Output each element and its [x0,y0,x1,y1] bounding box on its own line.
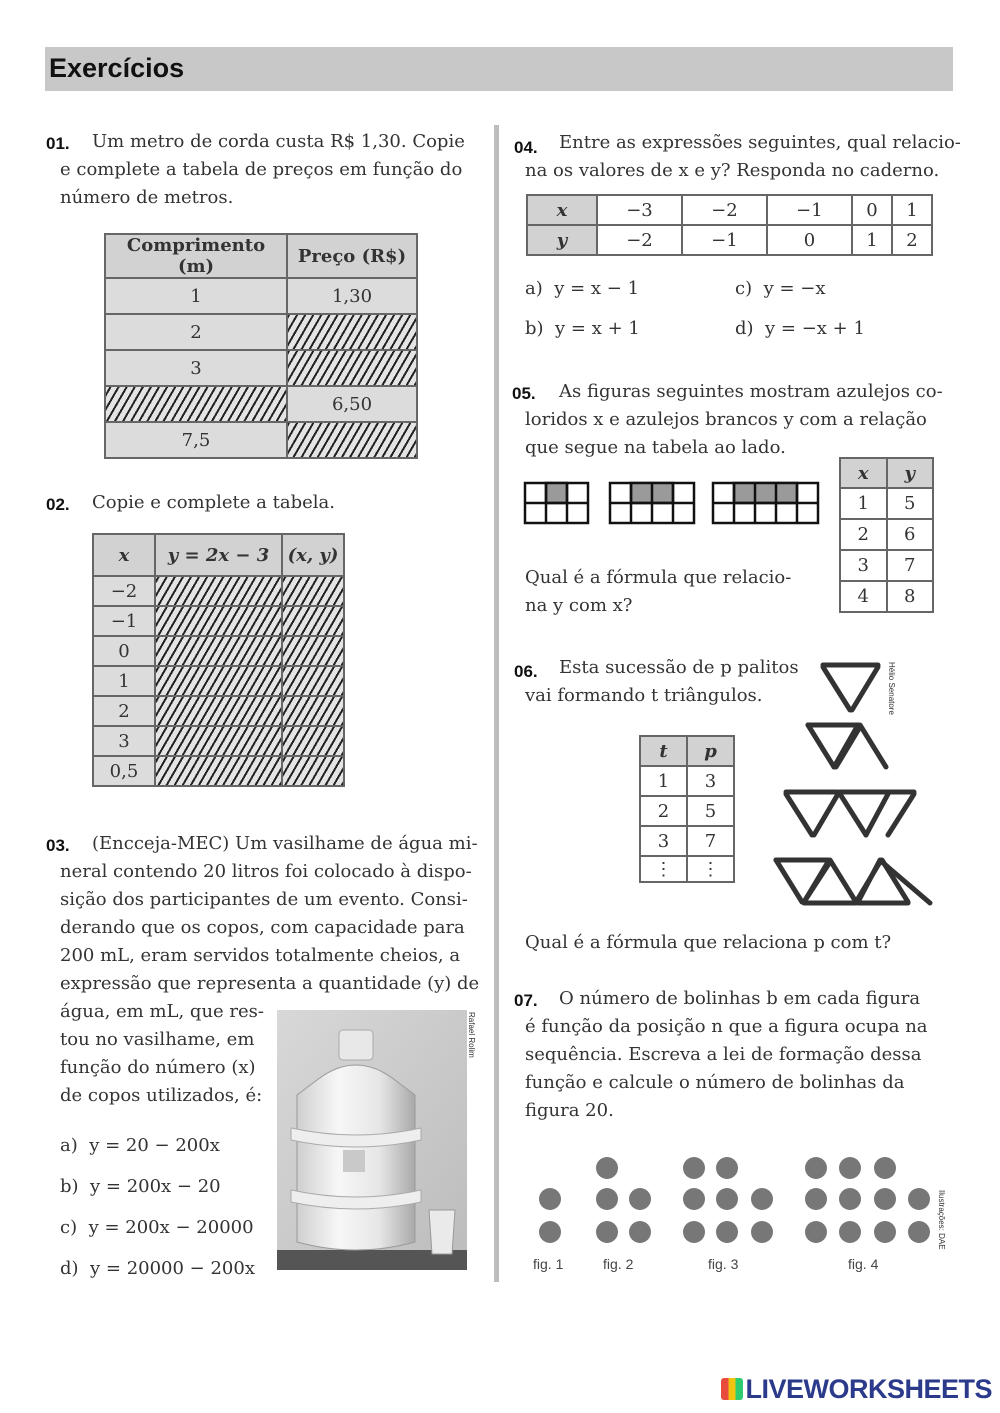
q02-text: Copie e complete a tabela. [92,492,335,513]
q01-answer-field[interactable] [105,386,287,422]
q04-x-cell: −3 [597,195,682,225]
q01-answer-field[interactable] [287,422,417,458]
q05-header-x: x [840,458,887,488]
q06-header-p: p [687,736,734,766]
dot [716,1188,738,1210]
q03-side-line-3: função do número (x) [60,1057,256,1078]
q02-answer-field[interactable] [155,606,282,636]
q03-side-line-2: tou no vasilhame, em [60,1029,255,1050]
q06-table [639,735,735,883]
q04-option-d[interactable]: d) y = −x + 1 [735,318,865,339]
dot [839,1188,861,1210]
column-divider [494,125,499,1282]
q05-tile-figures [523,480,823,526]
q01-line-1: Um metro de corda custa R$ 1,30. Copie [92,131,465,152]
logo-icon [721,1378,743,1400]
q06-cell: 3 [687,766,734,796]
dot [596,1221,618,1243]
dot [683,1221,705,1243]
dot [683,1188,705,1210]
q01-col2-header: Preço (R$) [287,234,417,278]
q02-x-cell: 0 [93,636,155,666]
q06-number: 06. [514,662,538,681]
q05-cell: 3 [840,550,887,581]
q05-cell: 2 [840,519,887,550]
q04-table [526,194,933,256]
q01-cell: 6,50 [287,386,417,422]
q05-line-1: As figuras seguintes mostram azulejos co- [559,381,943,402]
q06-line-2: vai formando t triângulos. [525,685,763,706]
q05-cell: 8 [887,581,934,612]
dot [805,1188,827,1210]
q02-answer-field[interactable] [282,606,344,636]
dot [596,1157,618,1179]
q05-table [839,457,934,613]
dot [683,1157,705,1179]
q07-line-4: função e calcule o número de bolinhas da [525,1072,905,1093]
q04-y-cell: −1 [682,225,767,255]
q04-x-cell: −1 [767,195,852,225]
q04-x-cell: −2 [682,195,767,225]
q02-header-x: x [93,534,155,576]
q06-header-t: t [640,736,687,766]
q05-cell: 1 [840,488,887,519]
q02-answer-field[interactable] [282,726,344,756]
logo-text: LIVEWORKSHEETS [745,1374,992,1404]
q02-number: 02. [46,495,70,514]
q05-cell: 7 [887,550,934,581]
q04-option-a[interactable]: a) y = x − 1 [525,278,640,299]
q02-answer-field[interactable] [282,576,344,606]
q03-side-line-4: de copos utilizados, é: [60,1085,263,1106]
q06-cell: 1 [640,766,687,796]
q03-line-2: neral contendo 20 litros foi colocado à dispo- [60,861,472,882]
q02-answer-field[interactable] [282,636,344,666]
q03-line-1: (Encceja-MEC) Um vasilhame de água mi- [92,833,478,854]
q05-number: 05. [512,384,536,403]
page-header [45,47,953,91]
q02-table [92,533,345,787]
q03-option-c[interactable]: c) y = 200x − 20000 [60,1217,254,1238]
q03-line-6: expressão que representa a quantidade (y) de [60,973,480,994]
q06-triangle-figures [768,655,938,910]
q02-x-cell: 2 [93,696,155,726]
q01-answer-field[interactable] [287,350,417,386]
q02-answer-field[interactable] [282,696,344,726]
q06-cell: 7 [687,826,734,856]
q02-answer-field[interactable] [155,636,282,666]
q02-x-cell: 3 [93,726,155,756]
q03-line-3: sição dos participantes de um evento. Consi- [60,889,468,910]
q03-number: 03. [46,836,70,855]
q05-question-1: Qual é a fórmula que relacio- [525,567,792,588]
q06-question: Qual é a fórmula que relaciona p com t? [525,932,892,953]
q04-y-label: y [527,225,597,255]
dot [805,1221,827,1243]
q02-x-cell: −2 [93,576,155,606]
q01-line-3: número de metros. [60,187,234,208]
q04-y-cell: 0 [767,225,852,255]
q07-line-2: é função da posição n que a figura ocupa na [525,1016,928,1037]
q04-y-cell: −2 [597,225,682,255]
q02-answer-field[interactable] [155,696,282,726]
dot [908,1188,930,1210]
dot [839,1221,861,1243]
q03-side-line-1: água, em mL, que res- [60,1001,264,1022]
q06-cell: 2 [640,796,687,826]
q04-x-cell: 0 [852,195,892,225]
dot [539,1188,561,1210]
q04-y-cell: 2 [892,225,932,255]
dot [874,1221,896,1243]
q03-option-a[interactable]: a) y = 20 − 200x [60,1135,220,1156]
q01-cell: 1,30 [287,278,417,314]
q04-x-label: x [527,195,597,225]
q02-answer-field[interactable] [155,666,282,696]
dot [874,1157,896,1179]
q05-question-2: na y com x? [525,595,633,616]
q01-cell: 7,5 [105,422,287,458]
q04-option-b[interactable]: b) y = x + 1 [525,318,640,339]
q07-line-5: figura 20. [525,1100,614,1121]
q06-cell: ⋮ [640,856,687,882]
q07-line-1: O número de bolinhas b em cada figura [559,988,921,1009]
q02-x-cell: 1 [93,666,155,696]
liveworksheets-logo[interactable] [721,1374,992,1405]
dot [751,1188,773,1210]
dot [629,1188,651,1210]
q06-illustration-credit: Hélio Senatore [887,662,896,715]
q02-header-xy: (x, y) [282,534,344,576]
q01-cell: 1 [105,278,287,314]
q05-cell: 5 [887,488,934,519]
dot [874,1188,896,1210]
q01-cell: 3 [105,350,287,386]
q07-fig-label: fig. 4 [848,1256,879,1272]
q05-cell: 6 [887,519,934,550]
q02-answer-field[interactable] [155,576,282,606]
q03-line-5: 200 mL, eram servidos totalmente cheios, a [60,945,461,966]
q02-answer-field[interactable] [282,756,344,786]
q03-line-4: derando que os copos, com capacidade para [60,917,465,938]
q05-line-2: loridos x e azulejos brancos y com a relação [525,409,927,430]
q02-answer-field[interactable] [282,666,344,696]
q04-x-cell: 1 [892,195,932,225]
dot [629,1221,651,1243]
dot [539,1221,561,1243]
q06-cell: 5 [687,796,734,826]
q02-answer-field[interactable] [155,726,282,756]
q05-line-3: que segue na tabela ao lado. [525,437,786,458]
dot [805,1157,827,1179]
q02-x-cell: −1 [93,606,155,636]
q01-number: 01. [46,134,70,153]
q03-photo-credit: Rafael Rolim [467,1012,476,1058]
q02-header-y: y = 2x − 3 [155,534,282,576]
q04-line-2: na os valores de x e y? Responda no caderno. [525,160,940,181]
q02-x-cell: 0,5 [93,756,155,786]
dot [908,1221,930,1243]
q01-line-2: e complete a tabela de preços em função do [60,159,463,180]
q07-number: 07. [514,991,538,1010]
q04-line-1: Entre as expressões seguintes, qual relacio- [559,132,961,153]
q04-y-cell: 1 [852,225,892,255]
q07-fig-label: fig. 3 [708,1256,739,1272]
dot [839,1157,861,1179]
dot [716,1221,738,1243]
q04-number: 04. [514,138,538,157]
q05-header-y: y [887,458,934,488]
q01-answer-field[interactable] [287,314,417,350]
q07-fig-label: fig. 1 [533,1256,564,1272]
dot [716,1157,738,1179]
q01-table [104,233,418,459]
q01-cell: 2 [105,314,287,350]
q07-line-3: sequência. Escreva a lei de formação dessa [525,1044,922,1065]
q07-illustration-credit: Ilustrações: DAE [937,1190,946,1250]
q01-col1-header: Comprimento (m) [105,234,287,278]
water-jug-image [277,1010,467,1270]
dot [596,1188,618,1210]
dot [751,1221,773,1243]
q04-option-c[interactable]: c) y = −x [735,278,826,299]
q06-cell: 3 [640,826,687,856]
page-title: Exercícios [49,53,185,83]
q07-fig-label: fig. 2 [603,1256,634,1272]
q02-answer-field[interactable] [155,756,282,786]
q03-option-b[interactable]: b) y = 200x − 20 [60,1176,221,1197]
q03-option-d[interactable]: d) y = 20000 − 200x [60,1258,255,1279]
q06-cell: ⋮ [687,856,734,882]
q06-line-1: Esta sucessão de p palitos [559,657,799,678]
q05-cell: 4 [840,581,887,612]
